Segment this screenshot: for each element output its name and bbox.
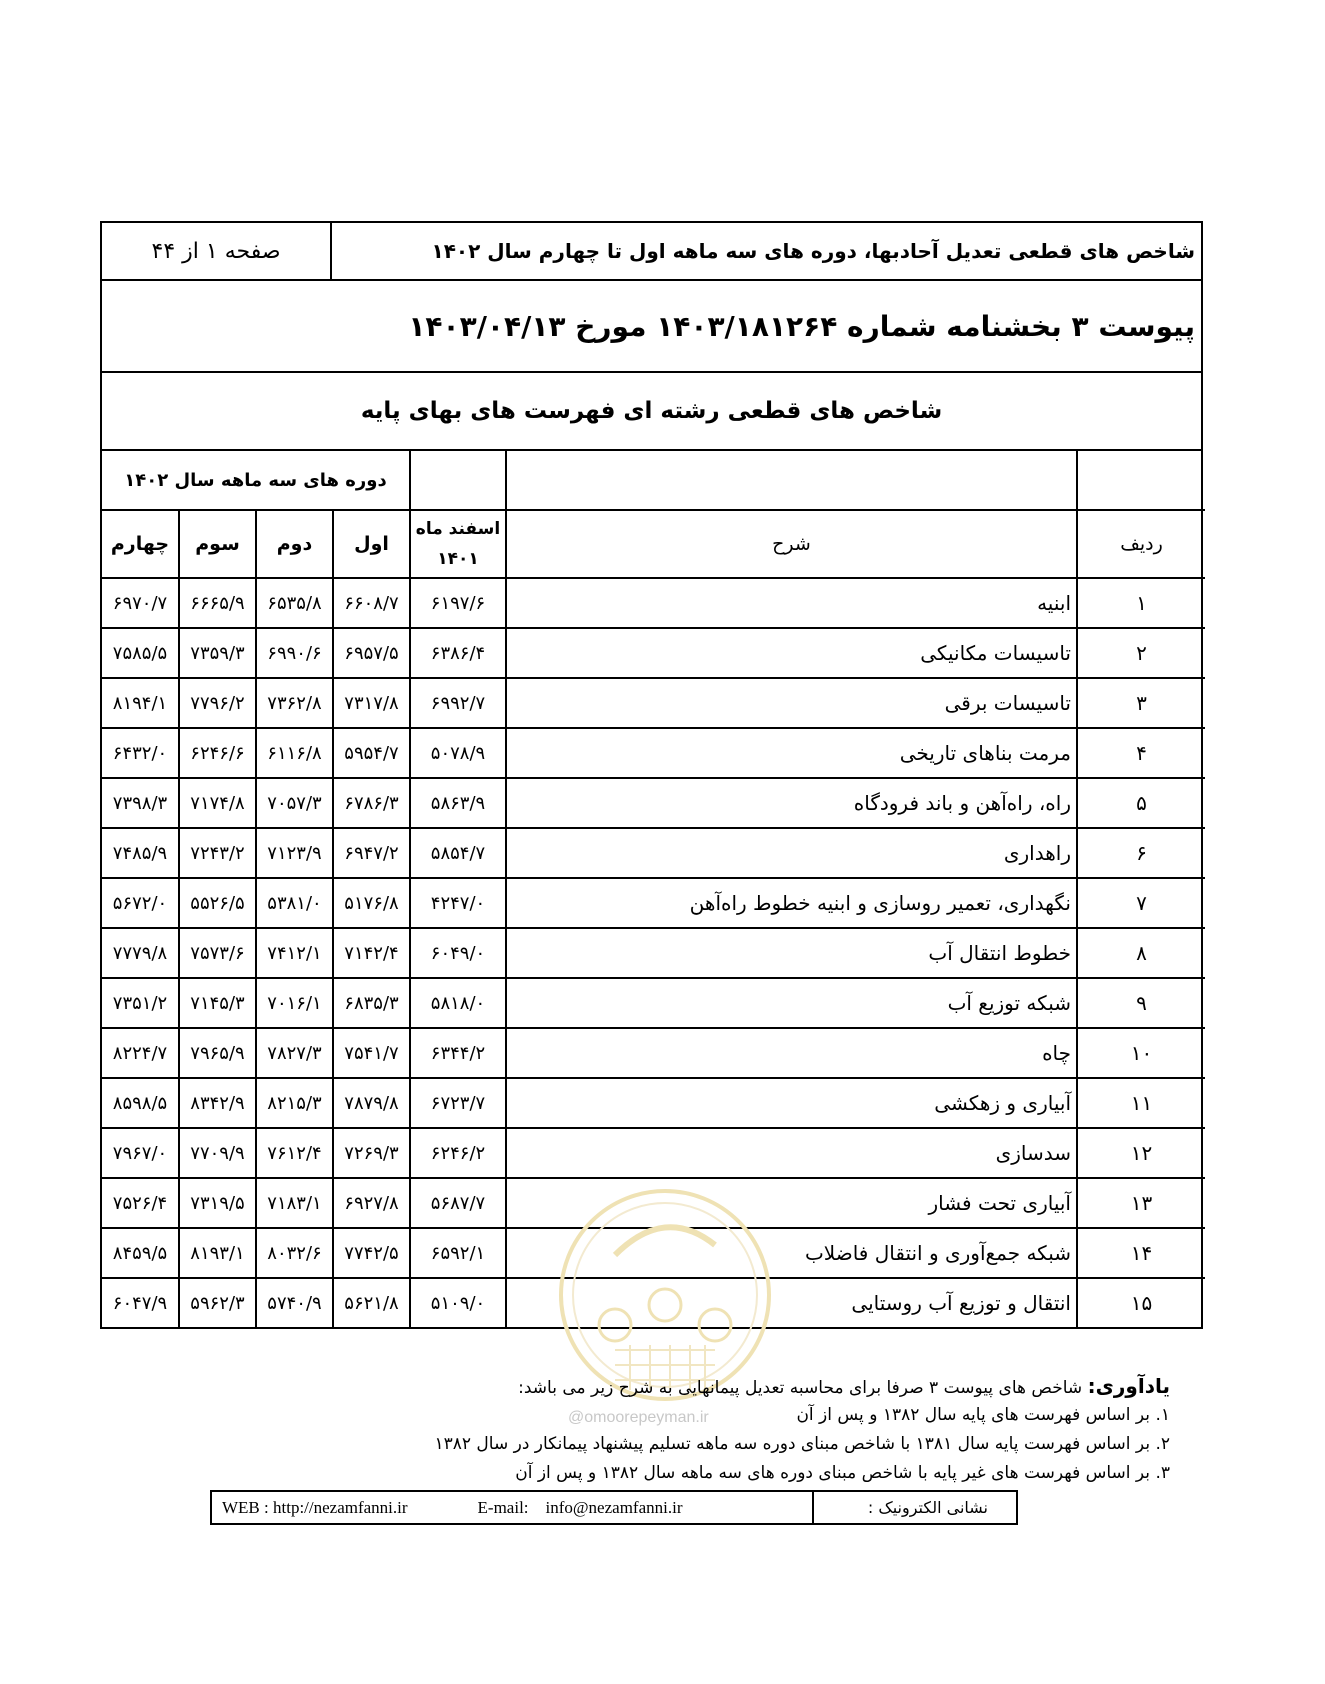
- row-esfand-cell: ۶۰۴۹/۰: [410, 928, 506, 978]
- row-desc-cell: مرمت بناهای تاریخی: [506, 728, 1077, 778]
- row-desc-cell: خطوط انتقال آب: [506, 928, 1077, 978]
- note-item-1: ۱. بر اساس فهرست های پایه سال ۱۳۸۲ و پس از آن: [796, 1405, 1170, 1425]
- table-row: [102, 578, 1205, 628]
- footer-values: [212, 1492, 812, 1523]
- watermark-site: @omoorepeyman.ir: [568, 1409, 709, 1426]
- row-q2-cell: ۷۸۲۷/۳: [256, 1028, 333, 1078]
- row-index-cell: ۲: [1077, 628, 1205, 678]
- col-q3-header: سوم: [179, 510, 256, 578]
- note-item-2: ۲. بر اساس فهرست پایه سال ۱۳۸۱ با شاخص مبنای دوره سه ماهه تسلیم پیشنهاد پیمانکار در سال ۱۳۸۲: [434, 1434, 1170, 1454]
- table-row: [102, 878, 1205, 928]
- col-index-header: ردیف: [1077, 510, 1205, 578]
- row-index-cell: ۴: [1077, 728, 1205, 778]
- row-q1-cell: ۷۱۴۲/۴: [333, 928, 410, 978]
- row-index-cell: ۵: [1077, 778, 1205, 828]
- row-index-cell: ۱۰: [1077, 1028, 1205, 1078]
- row-q2-cell: ۵۳۸۱/۰: [256, 878, 333, 928]
- row-esfand-cell: ۶۳۴۴/۲: [410, 1028, 506, 1078]
- row-index-cell: ۸: [1077, 928, 1205, 978]
- row-index-cell: ۹: [1077, 978, 1205, 1028]
- row-q1-cell: ۶۸۳۵/۳: [333, 978, 410, 1028]
- table-row: [102, 978, 1205, 1028]
- row-q3-cell: ۷۱۷۴/۸: [179, 778, 256, 828]
- row-q2-cell: ۷۰۵۷/۳: [256, 778, 333, 828]
- row-q1-cell: ۶۹۲۷/۸: [333, 1178, 410, 1228]
- header-group-row: [102, 451, 1205, 510]
- header-row-columns: [102, 510, 1205, 578]
- row-q1-cell: ۶۶۰۸/۷: [333, 578, 410, 628]
- row-q2-cell: ۷۴۱۲/۱: [256, 928, 333, 978]
- page-indicator: صفحه ۱ از ۴۴: [102, 223, 332, 279]
- row-q2-cell: ۶۱۱۶/۸: [256, 728, 333, 778]
- row-desc-cell: آبیاری و زهکشی: [506, 1078, 1077, 1128]
- row-q2-cell: ۷۱۸۳/۱: [256, 1178, 333, 1228]
- row-q2-cell: ۶۹۹۰/۶: [256, 628, 333, 678]
- row-desc-cell: سدسازی: [506, 1128, 1077, 1178]
- table-row: [102, 928, 1205, 978]
- footer-email-link[interactable]: E-mail: info@nezamfanni.ir: [477, 1497, 683, 1517]
- row-index-cell: ۷: [1077, 878, 1205, 928]
- row-desc-cell: آبیاری تحت فشار: [506, 1178, 1077, 1228]
- row-q3-cell: ۶۲۴۶/۶: [179, 728, 256, 778]
- footer-contact: [210, 1490, 1018, 1525]
- row-q4-cell: ۸۲۲۴/۷: [102, 1028, 179, 1078]
- document-frame: [100, 221, 1203, 1329]
- row-q1-cell: ۶۹۵۷/۵: [333, 628, 410, 678]
- notes-label: یادآوری:: [1087, 1374, 1170, 1398]
- row-q3-cell: ۷۳۵۹/۳: [179, 628, 256, 678]
- row-q1-cell: ۷۵۴۱/۷: [333, 1028, 410, 1078]
- row-esfand-cell: ۵۱۰۹/۰: [410, 1278, 506, 1327]
- row-q3-cell: ۸۳۴۲/۹: [179, 1078, 256, 1128]
- row-desc-cell: شبکه جمع‌آوری و انتقال فاضلاب: [506, 1228, 1077, 1278]
- row-q3-cell: ۷۷۰۹/۹: [179, 1128, 256, 1178]
- col-esfand-line2: ۱۴۰۱: [437, 549, 479, 569]
- row-q1-cell: ۵۶۲۱/۸: [333, 1278, 410, 1327]
- row-index-cell: ۱۵: [1077, 1278, 1205, 1327]
- row-q3-cell: ۷۱۴۵/۳: [179, 978, 256, 1028]
- row-desc-cell: تاسیسات مکانیکی: [506, 628, 1077, 678]
- col-q2-header: دوم: [256, 510, 333, 578]
- row-desc-cell: شبکه توزیع آب: [506, 978, 1077, 1028]
- table-row: [102, 728, 1205, 778]
- row-q1-cell: ۵۱۷۶/۸: [333, 878, 410, 928]
- row-q4-cell: ۷۳۹۸/۳: [102, 778, 179, 828]
- row-desc-cell: نگهداری، تعمیر روسازی و ابنیه خطوط راه‌آهن: [506, 878, 1077, 928]
- table-row: [102, 628, 1205, 678]
- row-desc-cell: چاه: [506, 1028, 1077, 1078]
- footer-web-link[interactable]: WEB : http://nezamfanni.ir: [222, 1497, 408, 1517]
- row-q2-cell: ۷۳۶۲/۸: [256, 678, 333, 728]
- row-q4-cell: ۷۴۸۵/۹: [102, 828, 179, 878]
- row-q4-cell: ۷۷۷۹/۸: [102, 928, 179, 978]
- row-q3-cell: ۷۹۶۵/۹: [179, 1028, 256, 1078]
- row-desc-cell: راهداری: [506, 828, 1077, 878]
- row-q3-cell: ۷۲۴۳/۲: [179, 828, 256, 878]
- row-q4-cell: ۷۵۸۵/۵: [102, 628, 179, 678]
- document-title: شاخص های قطعی تعدیل آحادبها، دوره های سه ماهه اول تا چهارم سال ۱۴۰۲: [431, 239, 1195, 263]
- col-desc-header: شرح: [506, 510, 1077, 578]
- table-row: [102, 778, 1205, 828]
- row-esfand-cell: ۶۲۴۶/۲: [410, 1128, 506, 1178]
- empty-header-cell: [506, 451, 1077, 510]
- row-esfand-cell: ۶۳۸۶/۴: [410, 628, 506, 678]
- row-esfand-cell: ۵۰۷۸/۹: [410, 728, 506, 778]
- row-q3-cell: ۷۳۱۹/۵: [179, 1178, 256, 1228]
- row-q2-cell: ۶۵۳۵/۸: [256, 578, 333, 628]
- row-q2-cell: ۸۰۳۲/۶: [256, 1228, 333, 1278]
- row-esfand-cell: ۵۶۸۷/۷: [410, 1178, 506, 1228]
- row-q1-cell: ۵۹۵۴/۷: [333, 728, 410, 778]
- row-desc-cell: راه، راه‌آهن و باند فرودگاه: [506, 778, 1077, 828]
- row-desc-cell: تاسیسات برقی: [506, 678, 1077, 728]
- row-q4-cell: ۷۳۵۱/۲: [102, 978, 179, 1028]
- row-q3-cell: ۷۵۷۳/۶: [179, 928, 256, 978]
- row-index-cell: ۱۲: [1077, 1128, 1205, 1178]
- note-item-3: ۳. بر اساس فهرست های غیر پایه با شاخص مبنای دوره های سه ماهه سال ۱۳۸۲ و پس از آن: [515, 1463, 1170, 1483]
- notes-block: [270, 1372, 1170, 1488]
- row-q3-cell: ۵۹۶۲/۳: [179, 1278, 256, 1327]
- row-esfand-cell: ۴۲۴۷/۰: [410, 878, 506, 928]
- row-index-cell: ۱۱: [1077, 1078, 1205, 1128]
- row-q4-cell: ۵۶۷۲/۰: [102, 878, 179, 928]
- row-q3-cell: ۸۱۹۳/۱: [179, 1228, 256, 1278]
- period-group-header: دوره های سه ماهه سال ۱۴۰۲: [102, 451, 410, 510]
- row-q2-cell: ۸۲۱۵/۳: [256, 1078, 333, 1128]
- row-index-cell: ۱۴: [1077, 1228, 1205, 1278]
- row-esfand-cell: ۵۸۶۳/۹: [410, 778, 506, 828]
- row-esfand-cell: ۶۹۹۲/۷: [410, 678, 506, 728]
- row-q1-cell: ۶۹۴۷/۲: [333, 828, 410, 878]
- row-q4-cell: ۷۵۲۶/۴: [102, 1178, 179, 1228]
- table-row: [102, 1078, 1205, 1128]
- row-q4-cell: ۸۵۹۸/۵: [102, 1078, 179, 1128]
- row-q4-cell: ۶۰۴۷/۹: [102, 1278, 179, 1327]
- row-index-cell: ۳: [1077, 678, 1205, 728]
- row-q2-cell: ۷۰۱۶/۱: [256, 978, 333, 1028]
- table-row: [102, 678, 1205, 728]
- row-desc-cell: انتقال و توزیع آب روستایی: [506, 1278, 1077, 1327]
- empty-header-cell: [1077, 451, 1205, 510]
- row-q3-cell: ۷۷۹۶/۲: [179, 678, 256, 728]
- empty-header-cell: [410, 451, 506, 510]
- row-q3-cell: ۵۵۲۶/۵: [179, 878, 256, 928]
- row-esfand-cell: ۶۵۹۲/۱: [410, 1228, 506, 1278]
- col-esfand-line1: اسفند ماه: [415, 519, 501, 539]
- row-index-cell: ۶: [1077, 828, 1205, 878]
- circular-subtitle: پیوست ۳ بخشنامه شماره ۱۴۰۳/۱۸۱۲۶۴ مورخ ۱۴۰۳/۰۴/۱۳: [102, 281, 1201, 373]
- row-q1-cell: ۷۲۶۹/۳: [333, 1128, 410, 1178]
- col-q1-header: اول: [333, 510, 410, 578]
- table-row: [102, 828, 1205, 878]
- row-q4-cell: ۷۹۶۷/۰: [102, 1128, 179, 1178]
- row-q1-cell: ۷۳۱۷/۸: [333, 678, 410, 728]
- notes-intro: شاخص های پیوست ۳ صرفا برای محاسبه تعدیل پیمانهایی به شرح زیر می باشد:: [518, 1378, 1088, 1398]
- table-row: [102, 1028, 1205, 1078]
- row-q4-cell: ۶۴۳۲/۰: [102, 728, 179, 778]
- row-q4-cell: ۶۹۷۰/۷: [102, 578, 179, 628]
- row-q1-cell: ۷۷۴۲/۵: [333, 1228, 410, 1278]
- row-esfand-cell: ۶۱۹۷/۶: [410, 578, 506, 628]
- table-title: شاخص های قطعی رشته ای فهرست های بهای پایه: [102, 373, 1201, 451]
- row-index-cell: ۱۳: [1077, 1178, 1205, 1228]
- table-row: [102, 1128, 1205, 1178]
- row-q3-cell: ۶۶۶۵/۹: [179, 578, 256, 628]
- row-q4-cell: ۸۴۵۹/۵: [102, 1228, 179, 1278]
- header-row: [102, 223, 1201, 281]
- footer-label: نشانی الکترونیک :: [812, 1492, 1016, 1523]
- row-q4-cell: ۸۱۹۴/۱: [102, 678, 179, 728]
- col-q4-header: چهارم: [102, 510, 179, 578]
- row-q1-cell: ۷۸۷۹/۸: [333, 1078, 410, 1128]
- row-esfand-cell: ۵۸۵۴/۷: [410, 828, 506, 878]
- row-q1-cell: ۶۷۸۶/۳: [333, 778, 410, 828]
- row-q2-cell: ۷۱۲۳/۹: [256, 828, 333, 878]
- row-desc-cell: ابنیه: [506, 578, 1077, 628]
- notes-intro-line: [270, 1372, 1170, 1401]
- row-q2-cell: ۷۶۱۲/۴: [256, 1128, 333, 1178]
- row-esfand-cell: ۵۸۱۸/۰: [410, 978, 506, 1028]
- row-q2-cell: ۵۷۴۰/۹: [256, 1278, 333, 1327]
- row-index-cell: ۱: [1077, 578, 1205, 628]
- row-esfand-cell: ۶۷۲۳/۷: [410, 1078, 506, 1128]
- col-esfand-header: [410, 510, 506, 578]
